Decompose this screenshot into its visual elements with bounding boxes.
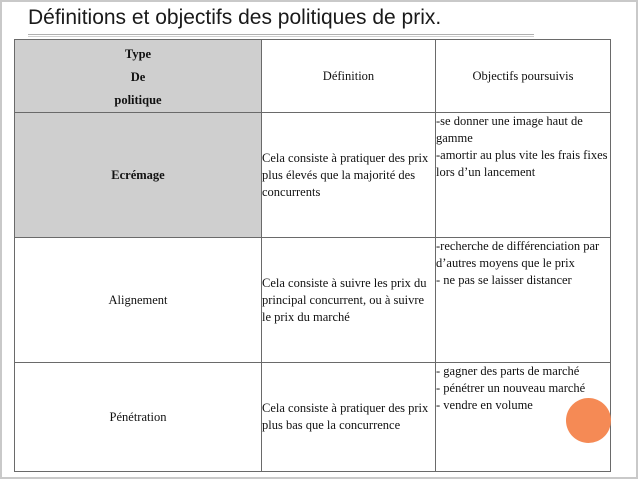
slide-border-top bbox=[0, 0, 638, 2]
table-row bbox=[15, 363, 611, 472]
header-type-of-policy bbox=[15, 40, 262, 113]
definition-cell: Cela consiste à pratiquer des prix plus élevés que la majorité des concurrents bbox=[262, 113, 436, 238]
header-definition: Définition bbox=[262, 40, 436, 113]
objective-item: -se donner une image haut de gamme bbox=[436, 114, 583, 145]
policy-type-cell: Ecrémage bbox=[15, 113, 262, 238]
header-type-line-3: politique bbox=[114, 92, 162, 107]
slide-border-left bbox=[0, 0, 2, 479]
header-type-line-1: Type bbox=[124, 46, 152, 61]
objective-item: -amortir au plus vite les frais fixes lors d’un lancement bbox=[436, 148, 608, 179]
objective-item: -recherche de différenciation par d’autres moyens que le prix bbox=[436, 239, 600, 270]
objective-item: - gagner des parts de marché bbox=[436, 364, 580, 378]
title-underline bbox=[28, 34, 534, 35]
objective-item: - ne pas se laisser distancer bbox=[436, 273, 572, 287]
definition-cell: Cela consiste à suivre les prix du principal concurrent, ou à suivre le prix du marché bbox=[262, 238, 436, 363]
objective-item: - vendre en volume bbox=[436, 398, 533, 412]
title-underline-secondary bbox=[28, 36, 534, 37]
pricing-policy-table bbox=[14, 39, 611, 472]
table-row bbox=[15, 238, 611, 363]
header-type-line-2: De bbox=[130, 69, 146, 84]
definition-cell: Cela consiste à pratiquer des prix plus bas que la concurrence bbox=[262, 363, 436, 472]
table-row bbox=[15, 113, 611, 238]
policy-type-cell: Alignement bbox=[15, 238, 262, 363]
objectives-cell bbox=[436, 113, 611, 238]
objectives-cell bbox=[436, 238, 611, 363]
header-objectives: Objectifs poursuivis bbox=[436, 40, 611, 113]
table-header-row bbox=[15, 40, 611, 113]
policy-type-cell: Pénétration bbox=[15, 363, 262, 472]
objective-item: - pénétrer un nouveau marché bbox=[436, 381, 586, 395]
decorative-orange-circle bbox=[566, 398, 611, 443]
slide-title: Définitions et objectifs des politiques de prix. bbox=[28, 6, 442, 29]
